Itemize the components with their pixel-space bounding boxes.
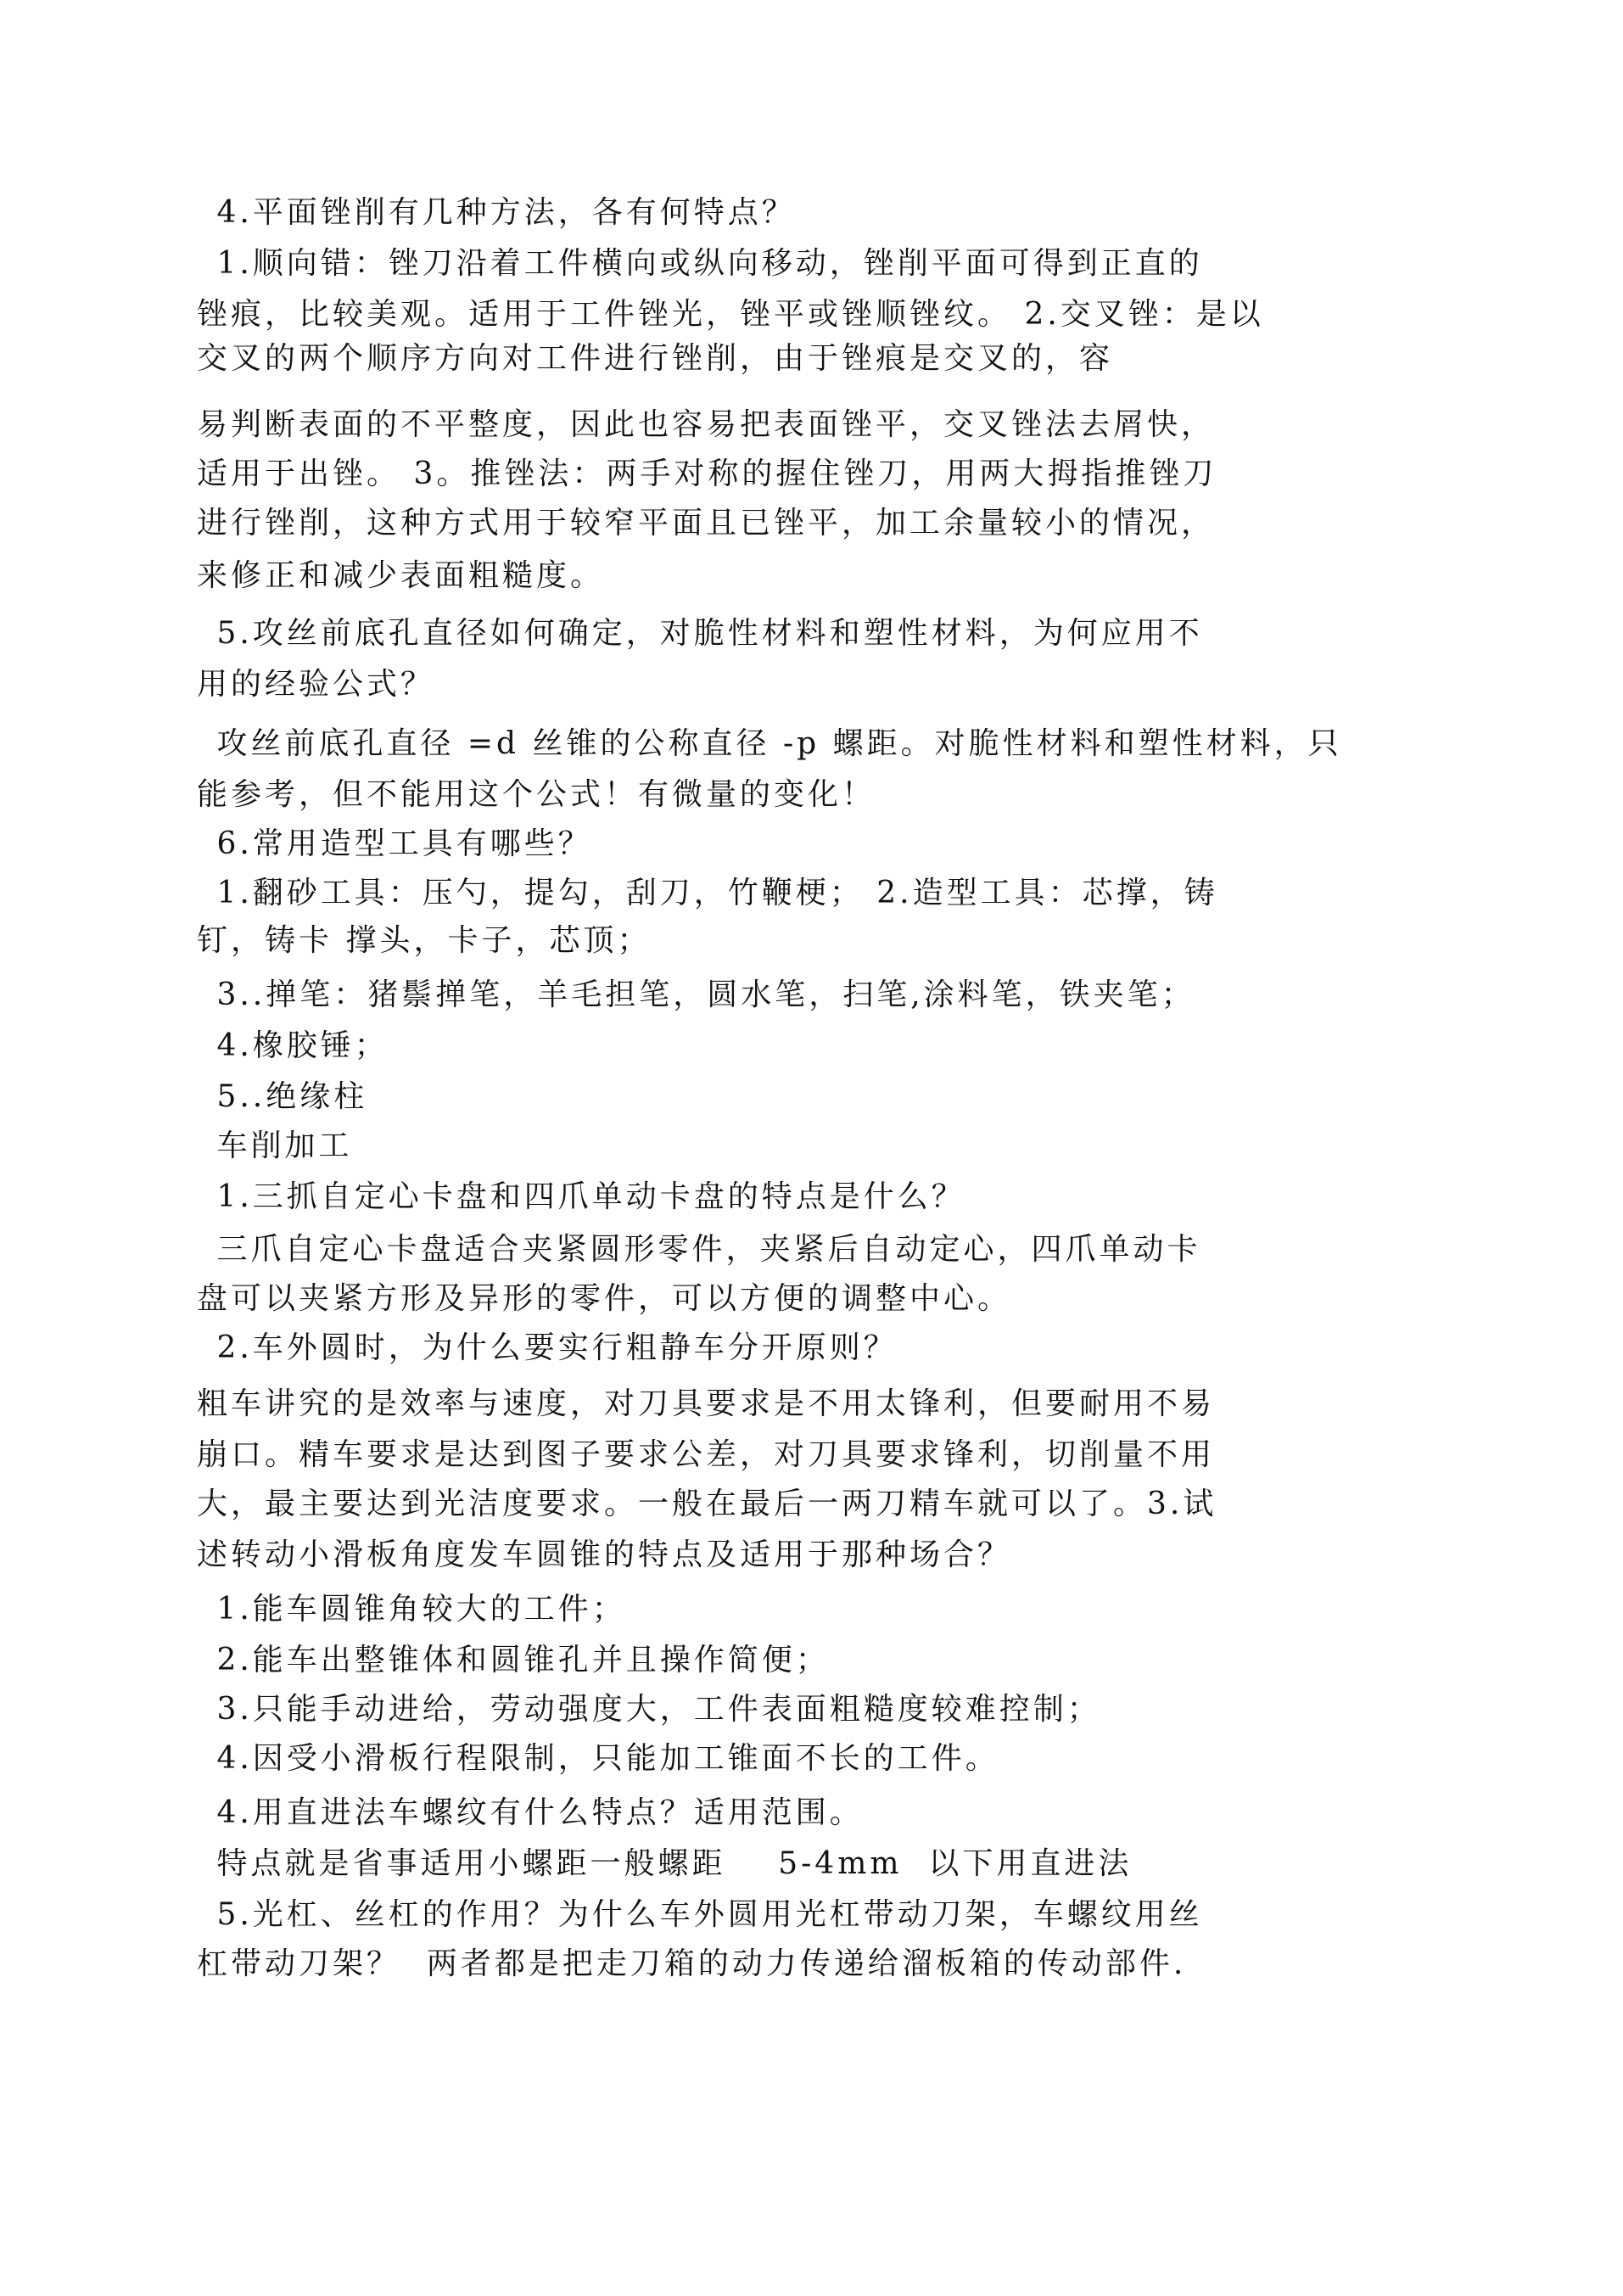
text-line: 3..掸笔：猪鬃掸笔，羊毛担笔，圆水笔，扫笔,涂料笔，铁夹笔；	[204, 977, 1195, 1012]
text-line: 来修正和减少表面粗糙度。	[197, 558, 605, 593]
text-line: 粗车讲究的是效率与速度，对刀具要求是不用太锋利，但要耐用不易	[197, 1386, 1216, 1421]
text-line: 崩口。精车要求是达到图子要求公差，对刀具要求锋利，切削量不用	[197, 1437, 1216, 1472]
text-line: 大，最主要达到光洁度要求。一般在最后一两刀精车就可以了。3.试	[197, 1487, 1217, 1521]
text-line: 攻丝前底孔直径 =d 丝锥的公称直径 -p 螺距。对脆性材料和塑性材料，只	[204, 726, 1342, 761]
text-line: 进行锉削，这种方式用于较窄平面且已锉平，加工余量较小的情况，	[197, 506, 1216, 540]
text-line: 2.能车出整锥体和圆锥孔并且操作简便；	[204, 1643, 830, 1677]
text-line: 6.常用造型工具有哪些？	[204, 826, 592, 861]
text-line: 述转动小滑板角度发车圆锥的特点及适用于那种场合？	[197, 1537, 1012, 1572]
text-line: 特点就是省事适用小螺距一般螺距 5-4mm 以下用直进法	[204, 1846, 1133, 1881]
text-line: 4.用直进法车螺纹有什么特点？适用范围。	[204, 1795, 864, 1830]
text-line: 三爪自定心卡盘适合夹紧圆形零件，夹紧后自动定心，四爪单动卡	[204, 1232, 1201, 1267]
text-line: 1.翻砂工具：压勺，提勾，刮刀，竹鞭梗； 2.造型工具：芯撑，铸	[204, 876, 1218, 910]
text-line: 2.车外圆时，为什么要实行粗静车分开原则？	[204, 1330, 898, 1365]
text-line: 车削加工	[204, 1128, 353, 1163]
text-line: 1.能车圆锥角较大的工件；	[204, 1592, 626, 1627]
text-line: 4.平面锉削有几种方法，各有何特点？	[204, 195, 796, 230]
text-line: 3.只能手动进给，劳动强度大，工件表面粗糙度较难控制；	[204, 1692, 1101, 1727]
text-line: 5..绝缘柱	[204, 1079, 368, 1114]
text-line: 用的经验公式？	[197, 667, 435, 702]
text-line: 5.光杠、丝杠的作用？为什么车外圆用光杠带动刀架，车螺纹用丝	[204, 1897, 1203, 1932]
text-line: 交叉的两个顺序方向对工件进行锉削，由于锉痕是交叉的，容	[197, 341, 1114, 376]
text-line: 易判断表面的不平整度，因此也容易把表面锉平，交叉锉法去屑快，	[197, 407, 1216, 442]
text-line: 1.顺向错：锉刀沿着工件横向或纵向移动，锉削平面可得到正直的	[204, 246, 1203, 281]
text-line: 锉痕，比较美观。适用于工件锉光，锉平或锉顺锉纹。 2.交叉锉：是以	[197, 297, 1264, 332]
text-line: 适用于出锉。 3。推锉法：两手对称的握住锉刀，用两大拇指推锉刀	[197, 456, 1217, 491]
text-line: 4.因受小滑板行程限制，只能加工锥面不长的工件。	[204, 1741, 999, 1776]
text-line: 4.橡胶锤；	[204, 1028, 389, 1063]
text-line: 盘可以夹紧方形及异形的零件，可以方便的调整中心。	[197, 1281, 1012, 1316]
text-line: 杠带动刀架？ 两者都是把走刀箱的动力传递给溜板箱的传动部件.	[197, 1946, 1187, 1981]
text-line: 5.攻丝前底孔直径如何确定，对脆性材料和塑性材料，为何应用不	[204, 616, 1203, 651]
text-line: 能参考，但不能用这个公式！有微量的变化！	[197, 777, 876, 812]
text-line: 钉，铸卡 撑头，卡子，芯顶；	[197, 923, 652, 958]
text-line: 1.三抓自定心卡盘和四爪单动卡盘的特点是什么？	[204, 1179, 965, 1214]
